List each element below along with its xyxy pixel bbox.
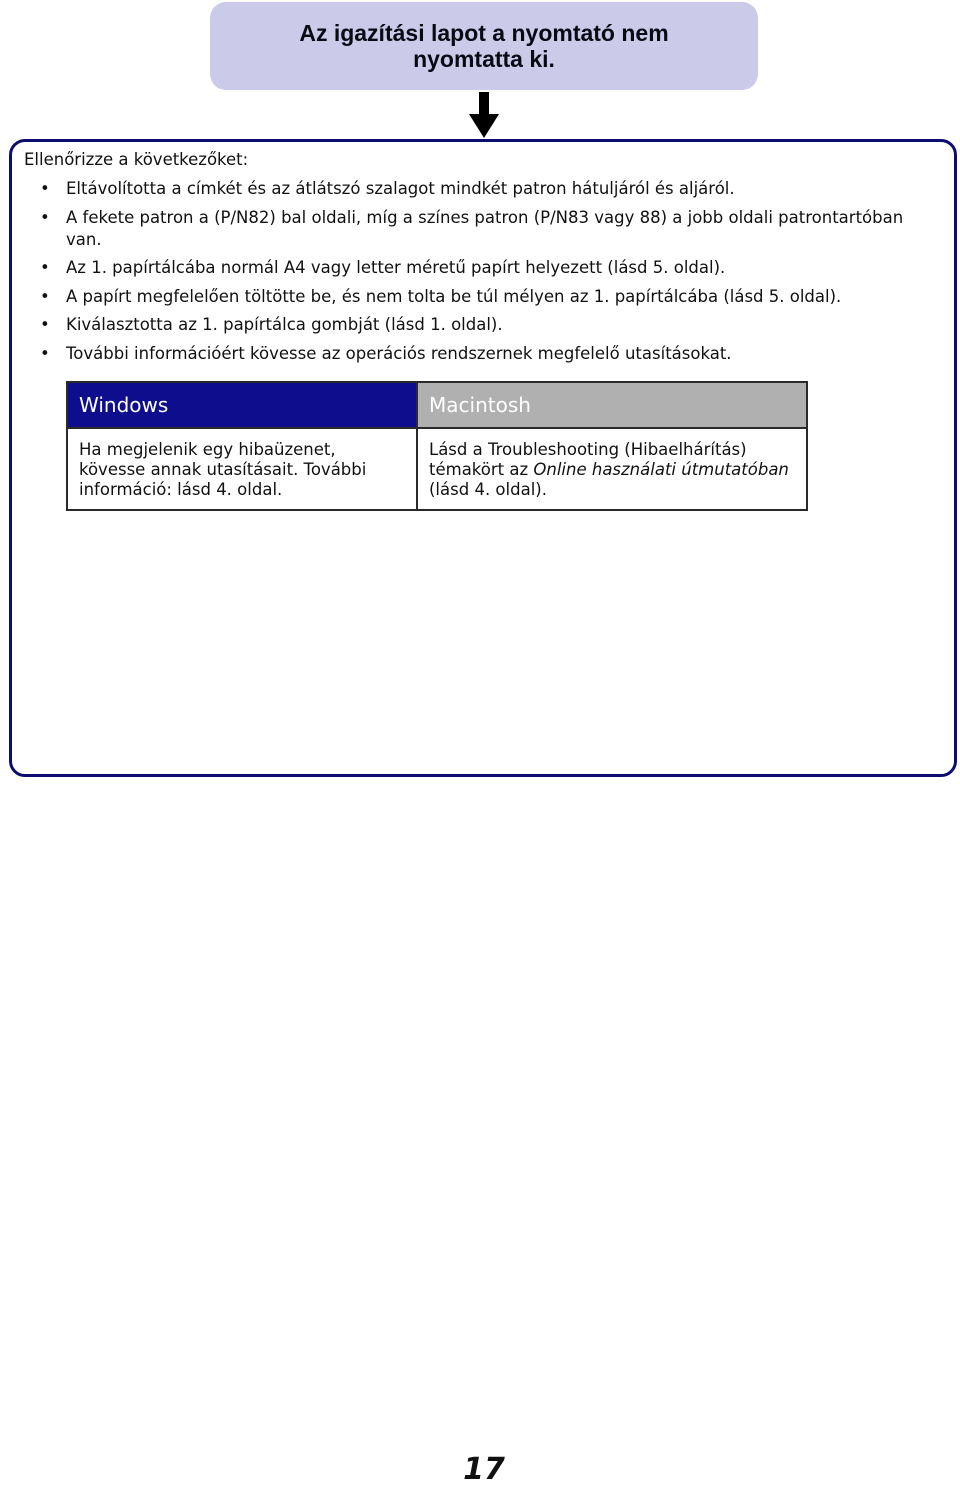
bullet-dot: • — [40, 315, 50, 334]
bullet-dot: • — [40, 179, 50, 198]
list-item — [40, 314, 920, 336]
macintosh-text-end: (lásd 4. oldal). — [429, 480, 547, 499]
list-item-text: Az 1. papírtálcába normál A4 vagy letter méretű papírt helyezett (lásd 5. oldal). — [66, 258, 726, 277]
list-item — [40, 207, 920, 251]
macintosh-instructions — [417, 428, 807, 510]
step-header-box — [210, 2, 758, 90]
checklist — [40, 178, 920, 371]
list-item-text: További információért kövesse az operációs rendszernek megfelelő utasításokat. — [66, 343, 732, 363]
list-item — [40, 286, 920, 308]
list-item-text: Eltávolította a címkét és az átlátszó szalagot mindkét patron hátuljáról és aljáról. — [66, 179, 735, 198]
list-item-text: A papírt megfelelően töltötte be, és nem tolta be túl mélyen az 1. papírtálcába (lásd 5. oldal). — [66, 286, 842, 306]
macintosh-text-start: Lásd a Troubleshooting (Hibaelhárítás) témakört az — [429, 440, 747, 479]
checklist-intro: Ellenőrizze a következőket: — [24, 150, 249, 169]
page-number: 17 — [463, 1452, 505, 1487]
bullet-dot: • — [40, 258, 50, 277]
os-instructions-table — [66, 381, 808, 511]
list-item — [40, 178, 920, 200]
bullet-dot: • — [40, 207, 50, 227]
list-item — [40, 343, 920, 365]
list-item — [40, 257, 920, 279]
windows-instructions: Ha megjelenik egy hibaüzenet, kövesse annak utasításait. További információ: lásd 4. oldal. — [67, 428, 417, 510]
bullet-dot: • — [40, 286, 50, 306]
list-item-text: Kiválasztotta az 1. papírtálca gombját (lásd 1. oldal). — [66, 315, 503, 334]
macintosh-heading: Macintosh — [417, 382, 807, 428]
bullet-dot: • — [40, 343, 50, 363]
list-item-text: A fekete patron a (P/N82) bal oldali, míg a színes patron (P/N83 vagy 88) a jobb oldali patrontartóban van. — [66, 207, 904, 249]
table-header-row — [67, 382, 807, 428]
windows-heading: Windows — [67, 382, 417, 428]
online-guide-reference: Online használati útmutatóban — [533, 460, 789, 479]
step-title: Az igazítási lapot a nyomtató nem nyomtatta ki. — [299, 20, 669, 72]
table-row — [67, 428, 807, 510]
down-arrow-icon — [469, 92, 499, 138]
